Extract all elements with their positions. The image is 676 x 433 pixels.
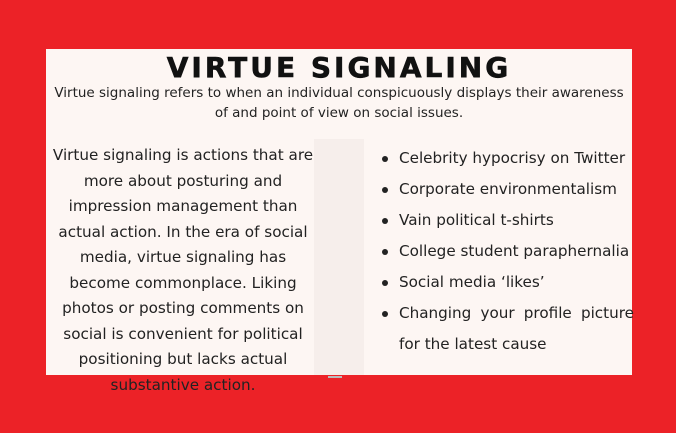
bullet-icon [382,249,388,255]
list-item [382,267,634,298]
list-item-text: Corporate environmentalism [399,180,617,198]
subtitle: Virtue signaling refers to when an individual conspicuously displays their awareness of and point of view on social issues. [54,85,624,121]
list-item [382,298,634,360]
bullet-icon [382,218,388,224]
list-item [382,143,634,174]
bullet-icon [382,156,388,162]
divider-mark [328,376,342,378]
bullet-icon [382,187,388,193]
list-item-text: Changing your profile picture for the latest cause [399,304,634,353]
list-item [382,236,634,267]
list-item [382,205,634,236]
bullet-icon [382,311,388,317]
infographic-card [46,49,634,394]
list-item-text: Vain political t-shirts [399,211,554,229]
examples-panel [364,139,632,375]
panel-divider [314,139,364,375]
definition-text: Virtue signaling is actions that are more about posturing and impression management than actual action. In the era of social media, virtue signaling has become commonplace. Liking photos or posting comments on social is convenient for political positioning but lacks actual substantive action. [52,146,314,394]
definition-panel [46,139,314,394]
list-item [382,174,634,205]
list-item-text: Social media ‘likes’ [399,273,545,291]
list-item-text: Celebrity hypocrisy on Twitter [399,149,626,167]
bullet-icon [382,280,388,286]
list-item-text: College student paraphernalia [399,242,630,260]
title: VIRTUE SIGNALING [166,51,512,84]
examples-list [382,143,634,360]
